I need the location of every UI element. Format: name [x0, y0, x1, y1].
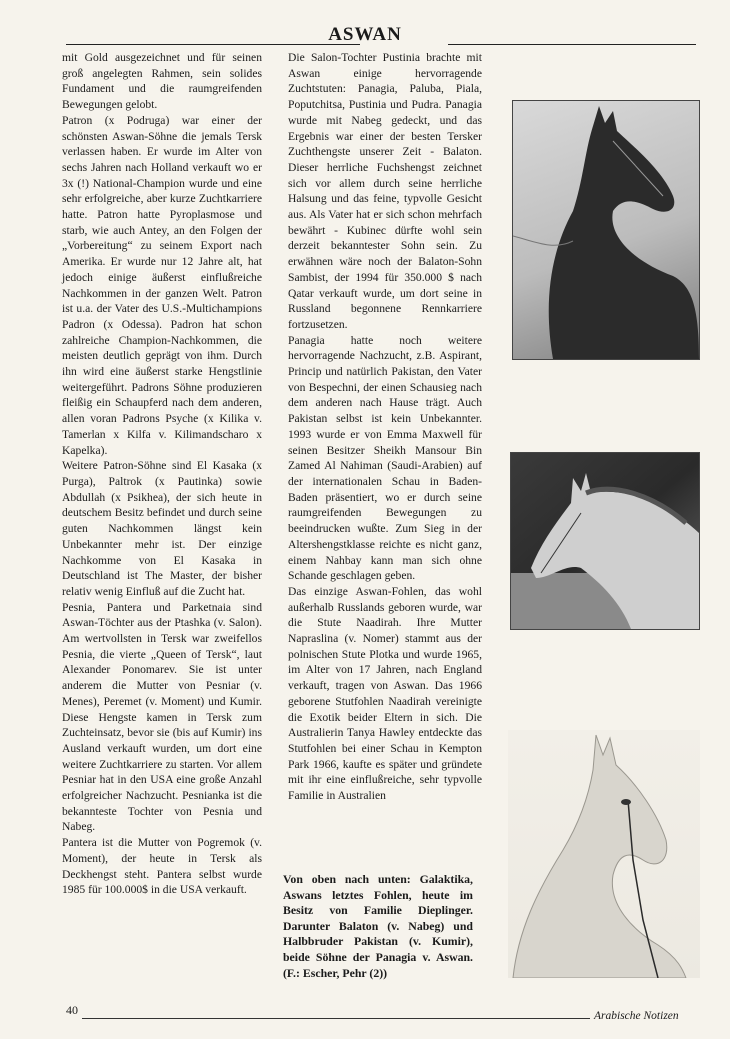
caption-text: Von oben nach unten: Galaktika, Aswans letztes Fohlen, heute im Besitz von Familie Dieplinger. Darunter Balaton (v. Nabeg) und Halbbruder Pakistan (v. Kumir), beide Söhne der Panagia v. Aswan. [283, 872, 473, 964]
paragraph: Patron (x Podruga) war einer der schönsten Aswan-Söhne die jemals Tersk verlassen haben. Er wurde im Alter von sechs Jahren nach Holland verkauft wo er 3x (!) National-Champion wurde und eine sehr erfolgreiche, aber kurze Zuchtkarriere hatte. Patron hatte Pyroplasmose und starb, wie auch Antey, an den Folgen der „Vorbereitung“ zu seinem Export nach Amerika. Er wurde nur 12 Jahre alt, hat jedoch einige äußerst einflußreiche Nachkommen in der ganzen Welt. Patron ist u.a. der Vater des U.S.-Multichampions Padron (x Odessa). Padron hat schon zahlreiche Champion-Nachkommen, die meisten deutlich geprägt von ihm. Durch ihn wird eine äußerst starke Hengstlinie weitergeführt. Padrons Söhne produzieren fleißig ein Schaupferd nach dem anderen, allen voran Padrons Psyche (x Kilika v. Tamerlan x Kilfa v. Kilimandscharo x Kapelka). [62, 113, 262, 457]
paragraph: Die Salon-Tochter Pustinia brachte mit Aswan einige hervorragende Zuchtstuten: Panagia, Paluba, Piala, Poputchitsa, Pustinia und Pudra. Panagia wurde mit Nabeg gedeckt, und das Ergebnis war einer der besten Tersker Zuchthengste unserer Zeit - Balaton. Dieser herrliche Fuchshengst zeichnet sich vor allem durch seine herrliche Halsung und das feine, typvolle Gesicht aus. Als Vater hat er sich schon mehrfach bewährt - Kubinec dürfte wohl sein derzeit bekanntester Sohn sein. Zu erwähnen wäre noch der Balaton-Sohn Sambist, der 1994 für 350.000 $ nach Qatar verkauft wurde, um dort seine in Russland begonnene Rennkarriere fortzusetzen. [288, 51, 482, 331]
caption-credit: (F.: Escher, Pehr (2)) [283, 965, 388, 980]
page-number: 40 [66, 1003, 78, 1017]
horse-photo-1-graphic [513, 101, 699, 359]
horse-photo-3-graphic [508, 730, 700, 978]
photo-galaktika [512, 100, 700, 360]
paragraph: Panagia hatte noch weitere hervorragende Nachzucht, z.B. Aspirant, Princip und natürlich Pakistan, den Vater von Bespechni, der einen Schausieg nach dem anderen nach Hause trägt. Auch Pakistan selbst ist kein Unbekannter. 1993 wurde er von Emma Maxwell für seinen Besitzer Sheikh Mansour Bin Zamed Al Nahiman (Saudi-Arabien) auf der internationalen Schau in Baden-Baden präsentiert, wo er durch seine raumgreifenden Bewegungen zu beeindrucken wußte. Zum Sieg in der Altershengstklasse reichte es nicht ganz, einem Nahbay kann man sich ohne Schande geschlagen geben. [288, 333, 482, 583]
photo-caption [283, 872, 473, 981]
photo-balaton [510, 452, 700, 630]
paragraph: Pesnia, Pantera und Parketnaia sind Aswan-Töchter aus der Ptashka (v. Salon). Am wertvollsten in Tersk war zweifellos Pesnia, die vierte „Queen of Tersk“, laut Alexander Ponomarev. Sie ist unter anderem die Mutter von Pesniar (v. Menes), Peremet (v. Moment) und Kumir. Diese Hengste kamen in Tersk zum Zuchteinsatz, bevor sie (bis auf Kumir) ins Ausland verkauft wurden, um dort eine weitere Zuchtkarriere zu starten. Vor allem Pesniar hat in den USA eine große Anzahl erfolgreicher Nachzucht. Pesnianka ist die bekannteste Tochter von Pesnia und Nabeg. [62, 600, 262, 834]
title-rule-right [448, 44, 696, 45]
article-column-right [288, 50, 482, 804]
photo-pakistan [508, 730, 700, 978]
paragraph: Das einzige Aswan-Fohlen, das wohl außerhalb Russlands geboren wurde, war die Stute Naadirah. Ihre Mutter Napraslina (v. Nomer) stammt aus der polnischen Stute Plotka und wurde 1965, im Alter von 17 Jahren, nach England verkauft, tragen von Aswan. Das 1966 geborene Stutfohlen Naadirah vereinigte die Exotik beider Eltern in sich. Die Australierin Tanya Hawley entdeckte das Stutfohlen bei einer Schau in Kempton Park 1966, kaufte es später und gründete mit ihr eine einflußreiche, sehr typvolle Familie in Australien [288, 584, 482, 803]
paragraph: Weitere Patron-Söhne sind El Kasaka (x Purga), Paltrok (x Pautinka) sowie Abdullah (x Psikhea), der sich heute in deutschem Besitz befindet und durch seine guten Nachkommen längst kein Unbekannter mehr ist. Der einzige Nachkomme von El Kasaka in Deutschland ist The Master, der bisher relativ wenig Einfluß auf die Zucht hat. [62, 459, 262, 598]
horse-photo-2-graphic [511, 453, 699, 629]
page-title: ASWAN [328, 24, 402, 45]
publication-name: Arabische Notizen [594, 1010, 679, 1022]
article-column-left [62, 50, 262, 898]
footer-rule [82, 1018, 590, 1019]
paragraph: Pantera ist die Mutter von Pogremok (v. Moment), der heute in Tersk als Deckhengst steht. Pantera selbst wurde 1985 für 100.000$ in die USA verkauft. [62, 836, 262, 897]
paragraph: mit Gold ausgezeichnet und für seinen groß angelegten Rahmen, sein solides Fundament und die raumgreifenden Bewegungen gelobt. [62, 51, 262, 112]
